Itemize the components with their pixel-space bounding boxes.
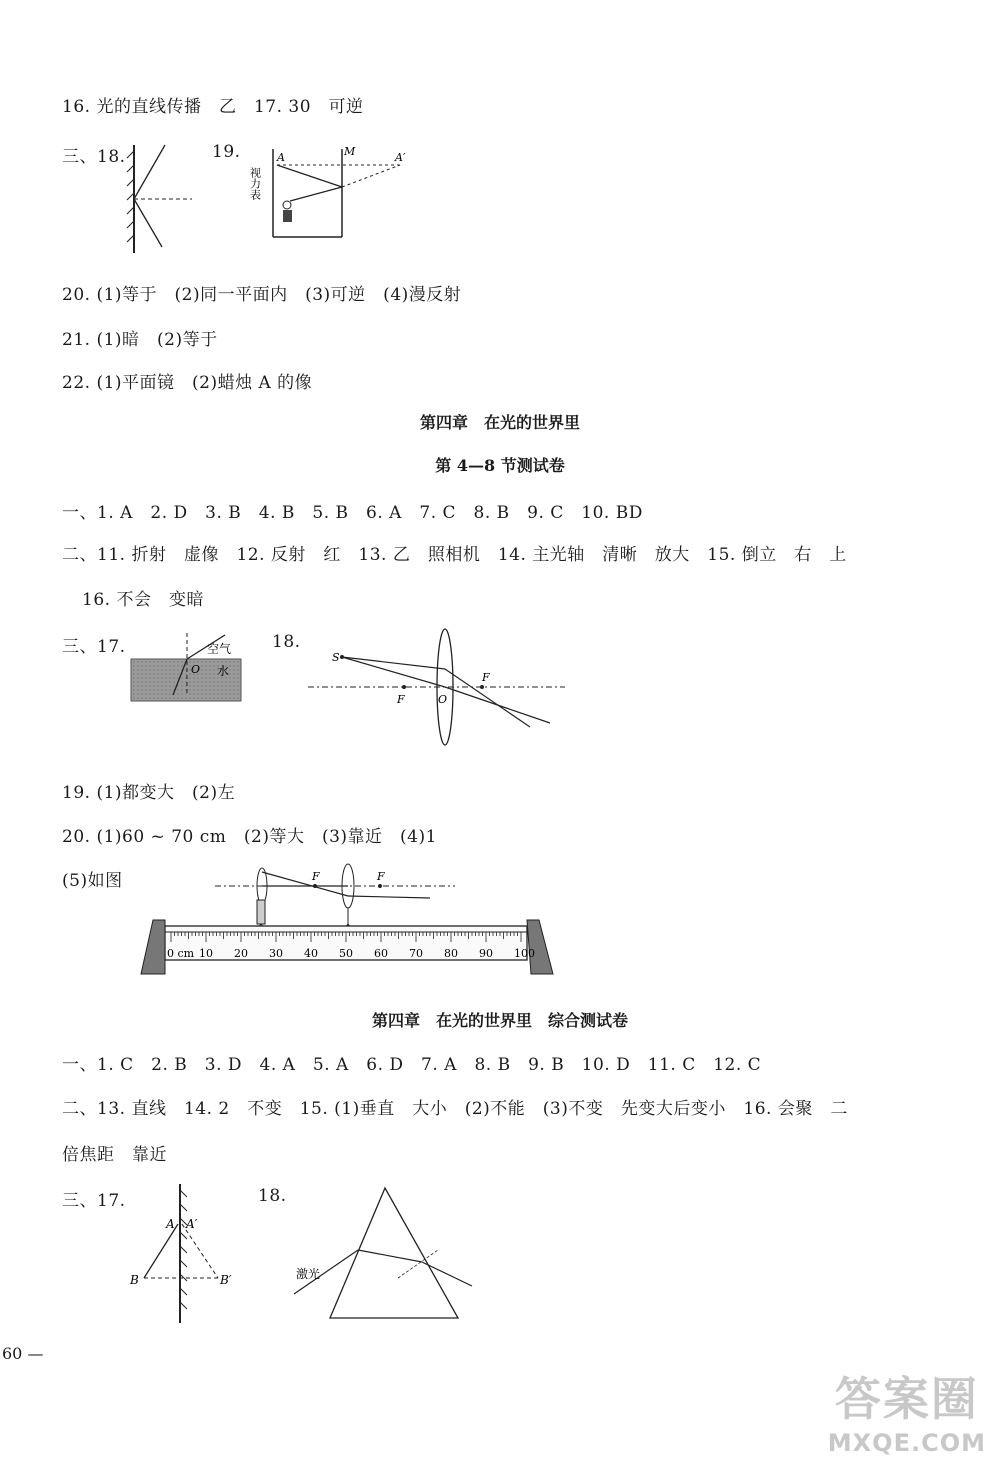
mc-answers-1: 一、1. A 2. D 3. B 4. B 5. B 6. A 7. C 8. B 9. C 10. BD <box>62 503 643 523</box>
chapter-heading-2: 第四章 在光的世界里 综合测试卷 <box>371 1011 628 1030</box>
watermark <box>828 1363 986 1457</box>
ruler-label: 80 <box>444 947 458 960</box>
figure-eye-chart-mirror <box>245 135 420 250</box>
eye-chart-label: 视力表 <box>248 167 262 200</box>
label-point-b: B <box>130 1273 139 1287</box>
label-air: 空气 <box>207 642 232 656</box>
label-q19: 19. <box>212 142 241 162</box>
fill-answers-2-cont: 倍焦距 靠近 <box>62 1145 167 1165</box>
ruler-label: 70 <box>409 947 423 960</box>
ruler-label: 40 <box>304 947 318 960</box>
figure-refraction <box>125 625 245 705</box>
figure-convex-lens-rays <box>300 625 570 750</box>
figure-optical-bench <box>135 862 560 982</box>
figure-plane-mirror-image <box>122 1178 242 1328</box>
answer-line-20-5: (5)如图 <box>62 871 123 891</box>
label-q18-lens: 18. <box>272 632 301 652</box>
figure-prism-laser <box>290 1182 490 1322</box>
section-subheading: 第 4—8 节测试卷 <box>435 456 565 475</box>
ruler-label: 90 <box>479 947 493 960</box>
answer-line-21: 21. (1)暗 (2)等于 <box>62 330 218 350</box>
ruler-label: 50 <box>339 947 353 960</box>
label-point-a-prime: A′ <box>186 1217 198 1231</box>
answer-line-20-ch4: 20. (1)60 ~ 70 cm (2)等大 (3)靠近 (4)1 <box>62 827 437 847</box>
watermark-title: 答案圈 <box>834 1372 979 1426</box>
figure-mirror-reflection <box>120 135 210 260</box>
label-q17-plane-mirror: 三、17. <box>62 1191 126 1211</box>
ruler-label: 10 <box>199 947 213 960</box>
bench-label-f2: F <box>377 870 385 883</box>
fill-answers-1-cont: 16. 不会 变暗 <box>82 590 204 610</box>
label-a-prime: A′ <box>395 151 406 164</box>
chapter-heading-1: 第四章 在光的世界里 <box>419 413 580 432</box>
label-point-a: A <box>166 1217 175 1231</box>
label-point-b-prime: B′ <box>220 1273 232 1287</box>
answer-line-16: 16. 光的直线传播 乙 17. 30 可逆 <box>62 97 364 117</box>
label-s: S <box>332 651 340 664</box>
mc-answers-2: 一、1. C 2. B 3. D 4. A 5. A 6. D 7. A 8. B 9. B 10. D 11. C 12. C <box>62 1055 762 1075</box>
answer-line-19: 19. (1)都变大 (2)左 <box>62 783 236 803</box>
ruler-label: 20 <box>234 947 248 960</box>
label-q17-refraction: 三、17. <box>62 637 126 657</box>
page-number: 60 — <box>2 1344 44 1363</box>
label-q18: 三、18. <box>62 147 126 167</box>
watermark-url: MXQE.COM <box>827 1429 986 1457</box>
ruler-label: 60 <box>374 947 388 960</box>
ruler-label: 100 <box>514 947 535 960</box>
answer-line-20: 20. (1)等于 (2)同一平面内 (3)可逆 (4)漫反射 <box>62 285 462 305</box>
label-a: A <box>277 151 285 164</box>
label-o: O <box>191 663 201 676</box>
fill-answers-1: 二、11. 折射 虚像 12. 反射 红 13. 乙 照相机 14. 主光轴 清晰 放大 15. 倒立 右 上 <box>62 545 847 565</box>
label-m: M <box>344 145 356 158</box>
label-o-lens: O <box>438 693 448 706</box>
label-q18-prism: 18. <box>258 1186 287 1206</box>
ruler-label: 0 cm <box>167 947 195 960</box>
bench-label-f1: F <box>312 870 320 883</box>
label-f-right: F <box>482 671 490 684</box>
answer-line-22: 22. (1)平面镜 (2)蜡烛 A 的像 <box>62 373 313 393</box>
label-f-left: F <box>397 693 405 706</box>
label-laser: 激光 <box>296 1267 321 1281</box>
fill-answers-2: 二、13. 直线 14. 2 不变 15. (1)垂直 大小 (2)不能 (3)不变 先变大后变小 16. 会聚 二 <box>62 1099 848 1119</box>
label-water: 水 <box>217 664 230 678</box>
ruler-label: 30 <box>269 947 283 960</box>
